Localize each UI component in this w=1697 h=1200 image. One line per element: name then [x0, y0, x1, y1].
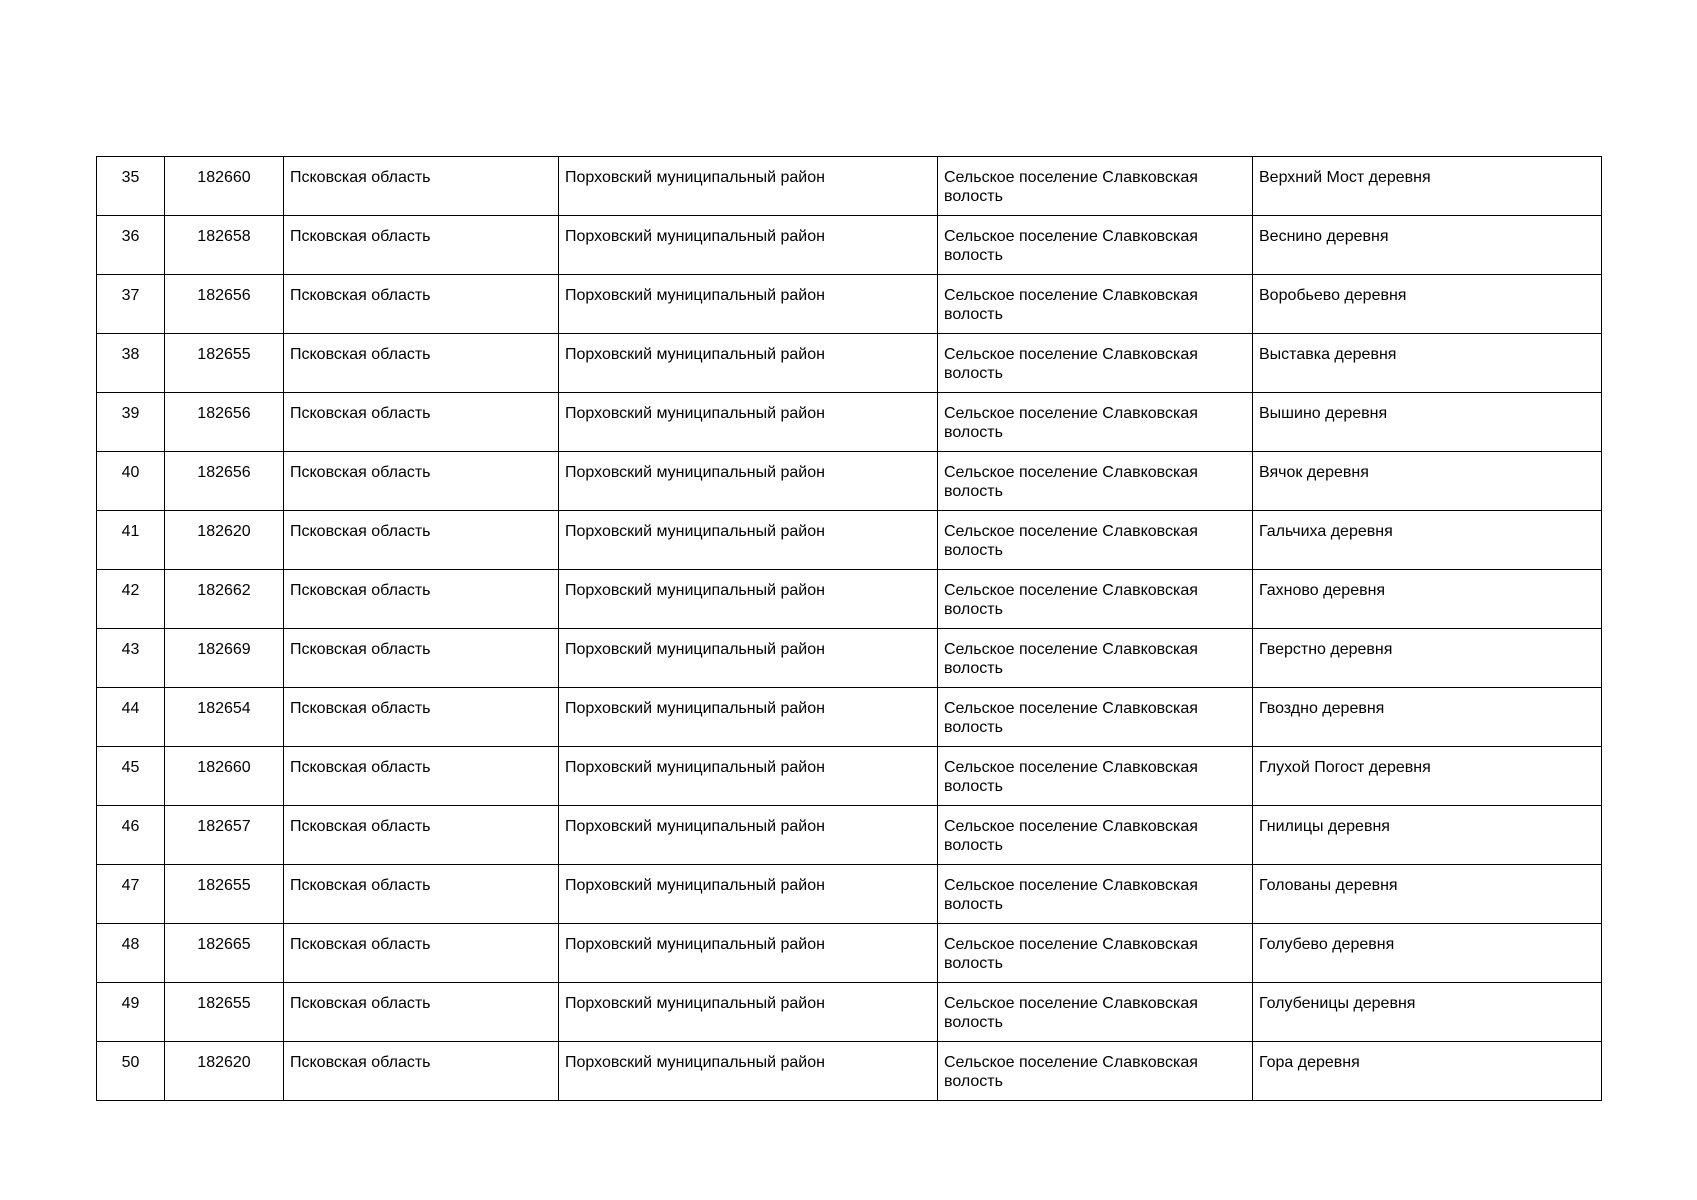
- locality-cell: Гора деревня: [1253, 1042, 1602, 1101]
- postal-index-cell: 182660: [165, 157, 284, 216]
- region-cell: Псковская область: [284, 157, 559, 216]
- row-number-cell: 47: [97, 865, 165, 924]
- postal-index-cell: 182656: [165, 275, 284, 334]
- district-cell: Порховский муниципальный район: [559, 275, 938, 334]
- district-cell: Порховский муниципальный район: [559, 747, 938, 806]
- settlement-cell: [938, 688, 1253, 747]
- settlement-text-line1: Сельское поселение Славковская: [944, 464, 1198, 481]
- table-row: [97, 629, 1602, 688]
- table-row: [97, 806, 1602, 865]
- district-cell: Порховский муниципальный район: [559, 806, 938, 865]
- settlement-text-line2: волость: [944, 601, 1003, 618]
- table-row: [97, 570, 1602, 629]
- table-row: [97, 452, 1602, 511]
- table-row: [97, 688, 1602, 747]
- settlement-text-line2: волость: [944, 955, 1003, 972]
- row-number-cell: 36: [97, 216, 165, 275]
- postal-index-cell: 182654: [165, 688, 284, 747]
- locality-cell: Гвоздно деревня: [1253, 688, 1602, 747]
- postal-index-cell: 182655: [165, 983, 284, 1042]
- row-number-cell: 45: [97, 747, 165, 806]
- settlement-text-line1: Сельское поселение Славковская: [944, 995, 1198, 1012]
- settlement-text-line1: Сельское поселение Славковская: [944, 346, 1198, 363]
- settlement-cell: [938, 216, 1253, 275]
- settlement-cell: [938, 629, 1253, 688]
- postal-index-cell: 182656: [165, 393, 284, 452]
- settlement-text-line1: Сельское поселение Славковская: [944, 287, 1198, 304]
- settlement-text-line1: Сельское поселение Славковская: [944, 228, 1198, 245]
- row-number-cell: 41: [97, 511, 165, 570]
- settlement-text-line1: Сельское поселение Славковская: [944, 405, 1198, 422]
- district-cell: Порховский муниципальный район: [559, 511, 938, 570]
- settlement-text-line2: волость: [944, 542, 1003, 559]
- settlement-text-line1: Сельское поселение Славковская: [944, 936, 1198, 953]
- region-cell: Псковская область: [284, 216, 559, 275]
- settlement-text-line1: Сельское поселение Славковская: [944, 877, 1198, 894]
- row-number-cell: 40: [97, 452, 165, 511]
- settlement-text-line1: Сельское поселение Славковская: [944, 169, 1198, 186]
- settlement-cell: [938, 570, 1253, 629]
- locality-cell: Верхний Мост деревня: [1253, 157, 1602, 216]
- region-cell: Псковская область: [284, 865, 559, 924]
- postal-index-cell: 182655: [165, 334, 284, 393]
- table-row: [97, 393, 1602, 452]
- district-cell: Порховский муниципальный район: [559, 393, 938, 452]
- settlements-table: [96, 156, 1602, 1101]
- settlement-cell: [938, 747, 1253, 806]
- settlement-text-line2: волость: [944, 837, 1003, 854]
- postal-index-cell: 182662: [165, 570, 284, 629]
- district-cell: Порховский муниципальный район: [559, 157, 938, 216]
- postal-index-cell: 182658: [165, 216, 284, 275]
- locality-cell: Вышино деревня: [1253, 393, 1602, 452]
- row-number-cell: 44: [97, 688, 165, 747]
- settlement-text-line1: Сельское поселение Славковская: [944, 582, 1198, 599]
- district-cell: Порховский муниципальный район: [559, 688, 938, 747]
- settlement-cell: [938, 1042, 1253, 1101]
- table-row: [97, 747, 1602, 806]
- postal-index-cell: 182669: [165, 629, 284, 688]
- settlement-cell: [938, 275, 1253, 334]
- settlement-text-line2: волость: [944, 660, 1003, 677]
- row-number-cell: 48: [97, 924, 165, 983]
- settlement-cell: [938, 924, 1253, 983]
- row-number-cell: 46: [97, 806, 165, 865]
- row-number-cell: 38: [97, 334, 165, 393]
- district-cell: Порховский муниципальный район: [559, 1042, 938, 1101]
- district-cell: Порховский муниципальный район: [559, 924, 938, 983]
- postal-index-cell: 182655: [165, 865, 284, 924]
- district-cell: Порховский муниципальный район: [559, 452, 938, 511]
- settlement-text-line1: Сельское поселение Славковская: [944, 700, 1198, 717]
- settlement-cell: [938, 452, 1253, 511]
- region-cell: Псковская область: [284, 452, 559, 511]
- settlement-text-line2: волость: [944, 896, 1003, 913]
- settlement-text-line2: волость: [944, 188, 1003, 205]
- locality-cell: Голованы деревня: [1253, 865, 1602, 924]
- locality-cell: Гверстно деревня: [1253, 629, 1602, 688]
- settlement-text-line1: Сельское поселение Славковская: [944, 759, 1198, 776]
- settlement-text-line2: волость: [944, 483, 1003, 500]
- settlement-cell: [938, 334, 1253, 393]
- region-cell: Псковская область: [284, 747, 559, 806]
- table-row: [97, 511, 1602, 570]
- settlement-cell: [938, 157, 1253, 216]
- table-row: [97, 1042, 1602, 1101]
- table-row: [97, 983, 1602, 1042]
- settlement-cell: [938, 511, 1253, 570]
- postal-index-cell: 182620: [165, 1042, 284, 1101]
- table-row: [97, 924, 1602, 983]
- settlement-text-line1: Сельское поселение Славковская: [944, 641, 1198, 658]
- settlement-text-line2: волость: [944, 719, 1003, 736]
- settlement-cell: [938, 983, 1253, 1042]
- district-cell: Порховский муниципальный район: [559, 865, 938, 924]
- settlement-text-line2: волость: [944, 778, 1003, 795]
- locality-cell: Вячок деревня: [1253, 452, 1602, 511]
- row-number-cell: 37: [97, 275, 165, 334]
- region-cell: Псковская область: [284, 570, 559, 629]
- settlement-text-line2: волость: [944, 306, 1003, 323]
- region-cell: Псковская область: [284, 275, 559, 334]
- district-cell: Порховский муниципальный район: [559, 629, 938, 688]
- postal-index-cell: 182657: [165, 806, 284, 865]
- settlement-cell: [938, 806, 1253, 865]
- district-cell: Порховский муниципальный район: [559, 570, 938, 629]
- locality-cell: Глухой Погост деревня: [1253, 747, 1602, 806]
- settlement-text-line1: Сельское поселение Славковская: [944, 818, 1198, 835]
- settlement-text-line2: волость: [944, 424, 1003, 441]
- settlement-text-line2: волость: [944, 1073, 1003, 1090]
- postal-index-cell: 182665: [165, 924, 284, 983]
- locality-cell: Веснино деревня: [1253, 216, 1602, 275]
- settlement-text-line2: волость: [944, 365, 1003, 382]
- locality-cell: Гнилицы деревня: [1253, 806, 1602, 865]
- settlement-text-line1: Сельское поселение Славковская: [944, 523, 1198, 540]
- row-number-cell: 43: [97, 629, 165, 688]
- postal-index-cell: 182620: [165, 511, 284, 570]
- district-cell: Порховский муниципальный район: [559, 216, 938, 275]
- region-cell: Псковская область: [284, 983, 559, 1042]
- postal-index-cell: 182656: [165, 452, 284, 511]
- row-number-cell: 49: [97, 983, 165, 1042]
- region-cell: Псковская область: [284, 806, 559, 865]
- table-row: [97, 216, 1602, 275]
- table-row: [97, 275, 1602, 334]
- locality-cell: Воробьево деревня: [1253, 275, 1602, 334]
- table-row: [97, 157, 1602, 216]
- region-cell: Псковская область: [284, 688, 559, 747]
- settlement-cell: [938, 393, 1253, 452]
- region-cell: Псковская область: [284, 511, 559, 570]
- row-number-cell: 35: [97, 157, 165, 216]
- row-number-cell: 50: [97, 1042, 165, 1101]
- region-cell: Псковская область: [284, 924, 559, 983]
- region-cell: Псковская область: [284, 393, 559, 452]
- locality-cell: Голубеницы деревня: [1253, 983, 1602, 1042]
- settlement-text-line2: волость: [944, 1014, 1003, 1031]
- postal-index-cell: 182660: [165, 747, 284, 806]
- locality-cell: Гахново деревня: [1253, 570, 1602, 629]
- settlement-text-line1: Сельское поселение Славковская: [944, 1054, 1198, 1071]
- region-cell: Псковская область: [284, 629, 559, 688]
- table-row: [97, 334, 1602, 393]
- row-number-cell: 39: [97, 393, 165, 452]
- district-cell: Порховский муниципальный район: [559, 334, 938, 393]
- district-cell: Порховский муниципальный район: [559, 983, 938, 1042]
- locality-cell: Гальчиха деревня: [1253, 511, 1602, 570]
- settlement-cell: [938, 865, 1253, 924]
- table-row: [97, 865, 1602, 924]
- settlement-text-line2: волость: [944, 247, 1003, 264]
- locality-cell: Выставка деревня: [1253, 334, 1602, 393]
- region-cell: Псковская область: [284, 334, 559, 393]
- region-cell: Псковская область: [284, 1042, 559, 1101]
- row-number-cell: 42: [97, 570, 165, 629]
- locality-cell: Голубево деревня: [1253, 924, 1602, 983]
